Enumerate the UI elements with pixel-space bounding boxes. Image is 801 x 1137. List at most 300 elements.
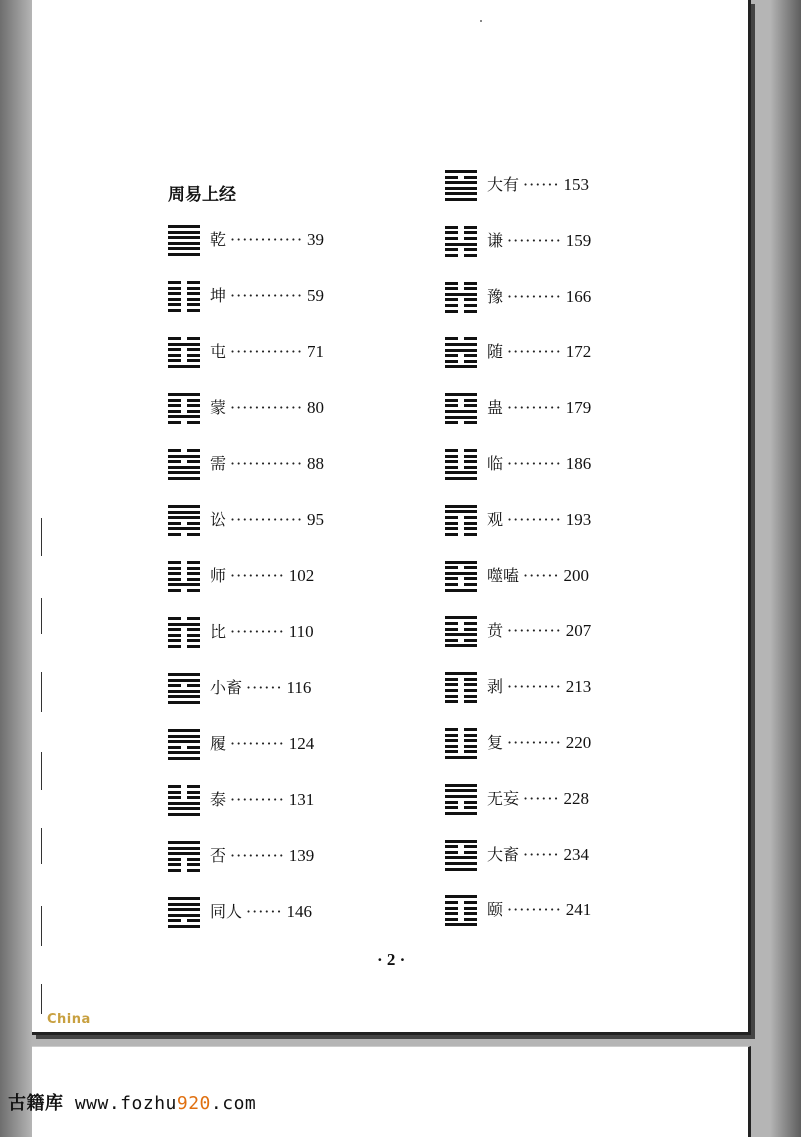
yin-line-segment — [168, 404, 181, 407]
toc-entry-label — [487, 286, 591, 308]
hexagram-icon — [445, 726, 479, 760]
yin-line-segment — [187, 863, 200, 866]
yang-line — [168, 695, 200, 698]
hexagram-icon — [445, 168, 479, 202]
yin-line-segment — [445, 533, 458, 536]
yang-line — [445, 343, 477, 346]
yin-line-segment — [464, 287, 477, 290]
yin-line-segment — [445, 577, 458, 580]
watermark-url-suffix: .com — [210, 1093, 257, 1114]
hexagram-icon — [445, 893, 479, 927]
yin-line-segment — [464, 912, 477, 915]
page-ref: 80 — [307, 398, 325, 417]
hexagram-name: 无妄 — [487, 788, 520, 808]
hexagram-icon — [445, 391, 479, 425]
yang-line — [168, 343, 200, 346]
yang-line — [445, 187, 477, 190]
yang-line — [445, 795, 477, 798]
page-ref: 213 — [565, 677, 592, 697]
yin-line-segment — [445, 516, 458, 519]
yin-line-segment — [445, 360, 458, 363]
yin-line-segment — [445, 298, 458, 301]
yin-line-segment — [168, 533, 181, 536]
yang-line — [168, 236, 200, 239]
site-watermark — [8, 1089, 256, 1115]
yin-line-segment — [464, 734, 477, 737]
yin-line-segment — [445, 801, 458, 804]
hexagram-icon — [445, 670, 479, 704]
yang-line — [168, 455, 200, 458]
yin-line-segment — [168, 639, 181, 642]
leader-dots: ········· — [230, 622, 285, 641]
yin-line-segment — [445, 248, 458, 251]
toc-entry — [168, 895, 358, 951]
yin-line-segment — [464, 516, 477, 519]
yin-line-segment — [445, 304, 458, 307]
yang-line — [445, 672, 477, 675]
yang-line — [445, 416, 477, 419]
scan-margin-mark — [41, 598, 42, 634]
yin-line-segment — [168, 634, 181, 637]
yin-line-segment — [464, 583, 477, 586]
watermark-url-number: 920 — [176, 1093, 211, 1114]
page-ref: 193 — [565, 509, 592, 529]
toc-entry — [445, 670, 655, 726]
yin-line-segment — [187, 589, 200, 592]
toc-entry — [445, 782, 655, 838]
yin-line-segment — [187, 533, 200, 536]
toc-entry — [168, 559, 358, 615]
yin-line-segment — [187, 404, 200, 407]
hexagram-icon — [445, 335, 479, 369]
hexagram-icon — [168, 895, 202, 929]
yin-line-segment — [445, 466, 458, 469]
page-ref: 220 — [565, 732, 592, 752]
yin-line-segment — [445, 683, 458, 686]
page-ref: 172 — [565, 342, 592, 362]
toc-entry-label — [487, 565, 589, 587]
yin-line-segment — [464, 533, 477, 536]
yin-line-segment — [187, 292, 200, 295]
yin-line-segment — [168, 309, 181, 312]
section-heading: 周易上经 — [168, 185, 236, 205]
toc-entry — [445, 559, 655, 615]
yin-line-segment — [187, 791, 200, 794]
yin-line-segment — [187, 645, 200, 648]
hexagram-name: 临 — [487, 453, 504, 473]
yin-line-segment — [168, 287, 181, 290]
yin-line-segment — [168, 561, 181, 564]
yin-line-segment — [445, 404, 458, 407]
hexagram-name: 大畜 — [487, 844, 520, 864]
toc-entry-label — [210, 509, 324, 531]
yin-line-segment — [464, 399, 477, 402]
yin-line-segment — [168, 796, 181, 799]
leader-dots: ········· — [230, 846, 285, 865]
page-ref: 200 — [563, 565, 590, 585]
yang-line — [168, 908, 200, 911]
toc-list-left — [168, 223, 358, 951]
hexagram-name: 复 — [487, 732, 504, 752]
toc-entry — [445, 726, 655, 782]
toc-column-right — [445, 168, 655, 949]
hexagram-name: 讼 — [210, 510, 227, 529]
yin-line-segment — [445, 566, 458, 569]
yang-line — [168, 583, 200, 586]
toc-entry — [445, 168, 655, 224]
toc-entry-label — [487, 676, 591, 698]
yin-line-segment — [168, 746, 181, 749]
yang-line — [168, 673, 200, 676]
toc-entry — [168, 279, 358, 335]
hexagram-icon — [168, 783, 202, 817]
hexagram-name: 屯 — [210, 342, 227, 361]
yin-line-segment — [464, 282, 477, 285]
yang-line — [168, 729, 200, 732]
yang-line — [168, 807, 200, 810]
yin-line-segment — [187, 281, 200, 284]
yin-line-segment — [464, 421, 477, 424]
leader-dots: ············ — [230, 510, 304, 529]
yin-line-segment — [445, 176, 458, 179]
toc-entry-label — [210, 453, 324, 475]
yang-line — [445, 856, 477, 859]
yin-line-segment — [445, 845, 458, 848]
toc-entry — [168, 335, 358, 391]
watermark-site-name: 古籍库 — [8, 1093, 64, 1114]
yang-line — [168, 701, 200, 704]
page-ref: 179 — [565, 398, 592, 418]
yang-line — [445, 410, 477, 413]
yin-line-segment — [187, 684, 200, 687]
hexagram-name: 比 — [210, 622, 227, 641]
toc-entry-label — [210, 621, 314, 643]
yin-line-segment — [445, 237, 458, 240]
hexagram-name: 泰 — [210, 790, 227, 809]
yin-line-segment — [168, 522, 181, 525]
hexagram-name: 大有 — [487, 175, 520, 194]
yin-line-segment — [464, 750, 477, 753]
yin-line-segment — [168, 645, 181, 648]
yin-line-segment — [187, 617, 200, 620]
yin-line-segment — [464, 354, 477, 357]
toc-entry-label — [487, 509, 591, 531]
toc-entry-label — [487, 620, 591, 642]
scan-margin-mark — [41, 752, 42, 790]
leader-dots: ············ — [230, 230, 304, 249]
toc-entry-label — [487, 341, 591, 363]
hexagram-icon — [168, 727, 202, 761]
yin-line-segment — [464, 628, 477, 631]
page-ref: 124 — [288, 734, 315, 753]
hexagram-icon — [445, 614, 479, 648]
toc-entry — [445, 391, 655, 447]
yin-line-segment — [464, 298, 477, 301]
yang-line — [445, 862, 477, 865]
yin-line-segment — [187, 578, 200, 581]
yin-line-segment — [464, 522, 477, 525]
toc-entry — [445, 335, 655, 391]
hexagram-icon — [168, 671, 202, 705]
page-ref: 159 — [565, 230, 592, 250]
yin-line-segment — [464, 622, 477, 625]
yin-line-segment — [464, 728, 477, 731]
watermark-url-prefix: www.fozhu — [63, 1093, 177, 1114]
yang-line — [168, 225, 200, 228]
yin-line-segment — [187, 746, 200, 749]
yang-line — [445, 181, 477, 184]
page-ref: 102 — [288, 566, 315, 585]
yin-line-segment — [464, 404, 477, 407]
toc-entry — [445, 280, 655, 336]
yin-line-segment — [445, 728, 458, 731]
yang-line — [445, 293, 477, 296]
yin-line-segment — [168, 348, 181, 351]
leader-dots: ········· — [230, 566, 285, 585]
yin-line-segment — [168, 578, 181, 581]
yin-line-segment — [445, 583, 458, 586]
leader-dots: ······ — [523, 788, 560, 808]
yang-line — [445, 868, 477, 871]
yang-line — [445, 756, 477, 759]
yang-line — [168, 623, 200, 626]
yin-line-segment — [445, 639, 458, 642]
yin-line-segment — [445, 734, 458, 737]
yang-line — [168, 740, 200, 743]
yin-line-segment — [187, 858, 200, 861]
toc-entry-label — [210, 397, 324, 419]
hexagram-icon — [168, 503, 202, 537]
yang-line — [168, 903, 200, 906]
toc-entry — [445, 614, 655, 670]
toc-entry — [168, 447, 358, 503]
hexagram-icon — [168, 223, 202, 257]
yin-line-segment — [168, 359, 181, 362]
yang-line — [168, 690, 200, 693]
leader-dots: ············ — [230, 454, 304, 473]
hexagram-icon — [445, 838, 479, 872]
corner-watermark-label: China — [47, 1012, 91, 1027]
yang-line — [168, 813, 200, 816]
leader-dots: ········· — [507, 286, 562, 306]
toc-entry — [445, 224, 655, 280]
yin-line-segment — [168, 460, 181, 463]
leader-dots: ······ — [523, 844, 560, 864]
toc-column-left — [168, 181, 358, 951]
toc-entry-label — [487, 397, 591, 419]
yin-line-segment — [445, 287, 458, 290]
yin-line-segment — [168, 399, 181, 402]
yin-line-segment — [168, 589, 181, 592]
yin-line-segment — [168, 572, 181, 575]
yang-line — [445, 192, 477, 195]
hexagram-icon — [445, 503, 479, 537]
page-ref: 88 — [307, 454, 325, 473]
hexagram-name: 同人 — [210, 902, 243, 921]
yang-line — [168, 847, 200, 850]
yang-line — [168, 751, 200, 754]
yin-line-segment — [445, 700, 458, 703]
yin-line-segment — [445, 354, 458, 357]
yang-line — [168, 527, 200, 530]
yin-line-segment — [445, 622, 458, 625]
page-ref: 228 — [563, 788, 590, 808]
yin-line-segment — [445, 337, 458, 340]
scan-margin-mark — [41, 672, 42, 712]
hexagram-name: 颐 — [487, 900, 504, 920]
yin-line-segment — [445, 310, 458, 313]
hexagram-name: 否 — [210, 846, 227, 865]
hexagram-icon — [445, 447, 479, 481]
yin-line-segment — [168, 628, 181, 631]
yin-line-segment — [464, 678, 477, 681]
yin-line-segment — [187, 796, 200, 799]
hexagram-icon — [168, 447, 202, 481]
yin-line-segment — [464, 845, 477, 848]
yin-line-segment — [464, 566, 477, 569]
yin-line-segment — [445, 522, 458, 525]
yin-line-segment — [187, 639, 200, 642]
page-ref: 71 — [307, 342, 325, 361]
hexagram-icon — [445, 559, 479, 593]
page-ref: 59 — [307, 286, 325, 305]
page-ref: 139 — [288, 846, 315, 865]
toc-entry-label — [210, 845, 314, 867]
yin-line-segment — [464, 689, 477, 692]
yin-line-segment — [464, 304, 477, 307]
leader-dots: ······ — [523, 565, 560, 585]
yin-line-segment — [445, 695, 458, 698]
page-ref: 95 — [307, 510, 325, 529]
toc-entry-label — [487, 732, 591, 754]
hexagram-icon — [168, 335, 202, 369]
yin-line-segment — [187, 359, 200, 362]
yang-line — [445, 589, 477, 592]
leader-dots: ········· — [507, 677, 562, 697]
toc-entry — [445, 447, 655, 503]
yang-line — [168, 231, 200, 234]
yin-line-segment — [445, 745, 458, 748]
yin-line-segment — [464, 745, 477, 748]
page-ref: 39 — [307, 230, 325, 249]
yang-line — [445, 572, 477, 575]
yin-line-segment — [445, 421, 458, 424]
yang-line — [168, 679, 200, 682]
hexagram-name: 噬嗑 — [487, 565, 520, 585]
yang-line — [168, 415, 200, 418]
yin-line-segment — [445, 678, 458, 681]
leader-dots: ········· — [507, 342, 562, 362]
toc-entry-label — [487, 844, 589, 866]
leader-dots: ········· — [507, 621, 562, 641]
yin-line-segment — [445, 901, 458, 904]
yin-line-segment — [168, 567, 181, 570]
yin-line-segment — [168, 449, 181, 452]
hexagram-name: 蛊 — [487, 398, 504, 418]
yin-line-segment — [464, 907, 477, 910]
yin-line-segment — [464, 695, 477, 698]
yin-line-segment — [464, 918, 477, 921]
toc-entry-label — [487, 453, 591, 475]
yang-line — [445, 895, 477, 898]
toc-entry-label — [210, 565, 314, 587]
hexagram-icon — [168, 559, 202, 593]
yang-line — [168, 477, 200, 480]
leader-dots: ······ — [246, 902, 283, 921]
yin-line-segment — [464, 310, 477, 313]
hexagram-name: 剥 — [487, 677, 504, 697]
yin-line-segment — [464, 449, 477, 452]
yin-line-segment — [187, 354, 200, 357]
page-ref: 241 — [565, 900, 592, 920]
yin-line-segment — [445, 912, 458, 915]
yin-line-segment — [187, 449, 200, 452]
yin-line-segment — [464, 851, 477, 854]
yang-line — [445, 349, 477, 352]
yin-line-segment — [168, 684, 181, 687]
toc-entry — [168, 727, 358, 783]
yin-line-segment — [464, 683, 477, 686]
yin-line-segment — [168, 281, 181, 284]
toc-entry — [168, 391, 358, 447]
yang-line — [168, 466, 200, 469]
yang-line — [445, 170, 477, 173]
toc-entry — [445, 503, 655, 559]
yin-line-segment — [187, 287, 200, 290]
yin-line-segment — [464, 237, 477, 240]
yang-line — [168, 365, 200, 368]
book-page — [32, 0, 751, 1035]
leader-dots: ········· — [507, 398, 562, 418]
toc-list-right — [445, 168, 655, 949]
yang-line — [168, 925, 200, 928]
hexagram-name: 观 — [487, 509, 504, 529]
leader-dots: ········· — [507, 453, 562, 473]
yang-line — [445, 471, 477, 474]
yang-line — [168, 802, 200, 805]
hexagram-name: 履 — [210, 734, 227, 753]
yin-line-segment — [187, 337, 200, 340]
yin-line-segment — [168, 869, 181, 872]
yin-line-segment — [464, 455, 477, 458]
yin-line-segment — [168, 298, 181, 301]
yang-line — [168, 393, 200, 396]
yin-line-segment — [464, 806, 477, 809]
yin-line-segment — [464, 176, 477, 179]
yin-line-segment — [187, 410, 200, 413]
leader-dots: ········· — [507, 230, 562, 250]
page-number: · 2 · — [377, 950, 406, 969]
hexagram-name: 师 — [210, 566, 227, 585]
toc-entry-label — [210, 285, 324, 307]
page-ref: 234 — [563, 844, 590, 864]
yin-line-segment — [445, 628, 458, 631]
yang-line — [168, 242, 200, 245]
yin-line-segment — [464, 901, 477, 904]
yin-line-segment — [464, 337, 477, 340]
yang-line — [445, 840, 477, 843]
yin-line-segment — [187, 348, 200, 351]
yin-line-segment — [464, 466, 477, 469]
yin-line-segment — [445, 254, 458, 257]
yin-line-segment — [445, 907, 458, 910]
toc-entry-label — [210, 789, 314, 811]
scan-margin-mark — [41, 828, 42, 864]
leader-dots: ········· — [507, 732, 562, 752]
yin-line-segment — [445, 449, 458, 452]
yin-line-segment — [445, 851, 458, 854]
yin-line-segment — [168, 858, 181, 861]
